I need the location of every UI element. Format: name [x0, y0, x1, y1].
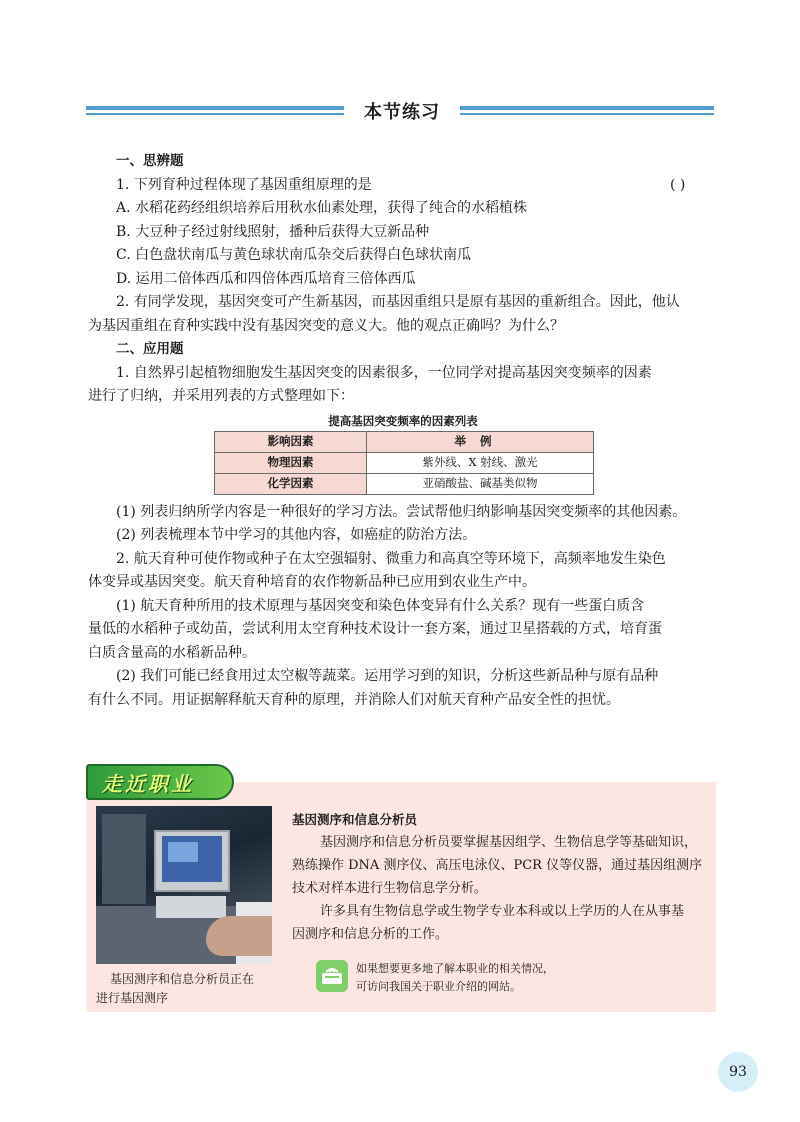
caption-line1: 基因测序和信息分析员正在 [110, 972, 255, 986]
table-cell: 紫外线、X 射线、激光 [367, 452, 594, 473]
table-cell: 物理因素 [215, 452, 367, 473]
option-a: A. 水稻花药经组织培养后用秋水仙素处理，获得了纯合的水稻植株 [116, 200, 528, 216]
part2-heading: 二、应用题 [116, 341, 184, 357]
part2-q2-sub1-line3: 白质含量高的水稻新品种。 [88, 644, 256, 661]
career-para1-line1: 基因测序和信息分析员要掌握基因组学、生物信息学等基础知识， [320, 835, 698, 850]
photo-caption [96, 970, 286, 1008]
exercise-content [88, 150, 718, 712]
table-header-row [215, 431, 594, 452]
table-cell: 化学因素 [215, 473, 367, 494]
web-note-line1: 如果想要更多地了解本职业的相关情况， [356, 962, 554, 975]
career-banner [86, 764, 234, 800]
career-banner-label: 走近职业 [102, 771, 194, 796]
part2-q2-sub1-line1: (1) 航天育种所用的技术原理与基因突变和染色体变异有什么关系？现有一些蛋白质含 [116, 597, 645, 614]
part2-q2-sub2-line2: 有什么不同。用证据解释航天育种的原理，并消除人们对航天育种产品安全性的担忧。 [88, 691, 620, 708]
website-note [356, 960, 656, 996]
part2-q2-sub1-line2: 量低的水稻种子或幼苗，尝试利用太空育种技术设计一套方案，通过卫星搭载的方式，培育蛋 [88, 621, 662, 637]
career-para1-line3: 技术对样本进行生物信息学分析。 [292, 881, 488, 896]
website-icon [316, 960, 348, 992]
part2-q1-line1: 1. 自然界引起植物细胞发生基因突变的因素很多，一位同学对提高基因突变频率的因素 [116, 364, 652, 381]
part1-q1-stem: 1. 下列育种过程体现了基因重组原理的是 [116, 176, 372, 193]
option-c: C. 白色盘状南瓜与黄色球状南瓜杂交后获得白色球状南瓜 [116, 247, 472, 263]
caption-line2: 进行基因测序 [96, 991, 169, 1005]
sequencing-photo [96, 806, 272, 964]
factors-table [214, 431, 594, 495]
career-para2-line1: 许多具有生物信息学或生物学专业本科或以上学历的人在从事基 [320, 904, 685, 919]
table-header-factor: 影响因素 [215, 431, 367, 452]
header-rule-right [460, 106, 714, 120]
web-note-line2: 可访问我国关于职业介绍的网站。 [356, 980, 521, 993]
option-d: D. 运用二倍体西瓜和四倍体西瓜培育三倍体西瓜 [116, 270, 416, 287]
page-number: 93 [718, 1052, 758, 1092]
table-row [215, 452, 594, 473]
part1-heading: 一、思辨题 [116, 153, 184, 169]
part2-q1-line2: 进行了归纳，并采用列表的方式整理如下： [88, 388, 354, 404]
part1-q2-line1: 2. 有同学发现，基因突变可产生新基因，而基因重组只是原有基因的重新组合。因此，他认 [116, 294, 680, 310]
table-cell: 亚硝酸盐、碱基类似物 [367, 473, 594, 494]
part1-q2-line2: 为基因重组在育种实践中没有基因突变的意义大。他的观点正确吗？为什么？ [88, 317, 564, 334]
table-row [215, 473, 594, 494]
part2-q2-line1: 2. 航天育种可使作物或种子在太空强辐射、微重力和高真空等环境下，高频率地发生染色 [116, 550, 666, 567]
answer-blank: ( ) [670, 176, 686, 193]
career-para2-line2: 因测序和信息分析的工作。 [292, 927, 449, 942]
part2-q2-sub2-line1: (2) 我们可能已经食用过太空椒等蔬菜。运用学习到的知识，分析这些新品种与原有品种 [116, 668, 659, 684]
option-b: B. 大豆种子经过射线照射，播种后获得大豆新品种 [116, 223, 430, 240]
part2-q2-line2: 体变异或基因突变。航天育种培育的农作物新品种已应用到农业生产中。 [88, 574, 536, 590]
section-title: 本节练习 [364, 102, 440, 123]
header-rule-left [86, 106, 344, 120]
career-text [292, 808, 708, 946]
career-title: 基因测序和信息分析员 [292, 812, 418, 827]
table-title: 提高基因突变频率的因素列表 [328, 413, 478, 428]
career-para1-line2: 熟练操作 DNA 测序仪、高压电泳仪、PCR 仪等仪器，通过基因组测序 [292, 858, 703, 873]
table-header-example: 举例 [367, 431, 594, 452]
part2-sub2: (2) 列表梳理本节中学习的其他内容，如癌症的防治方法。 [116, 527, 477, 543]
part1-q1 [88, 174, 718, 198]
part2-sub1: (1) 列表归纳所学内容是一种很好的学习方法。尝试帮他归纳影响基因突变频率的其他因素。 [116, 503, 687, 520]
